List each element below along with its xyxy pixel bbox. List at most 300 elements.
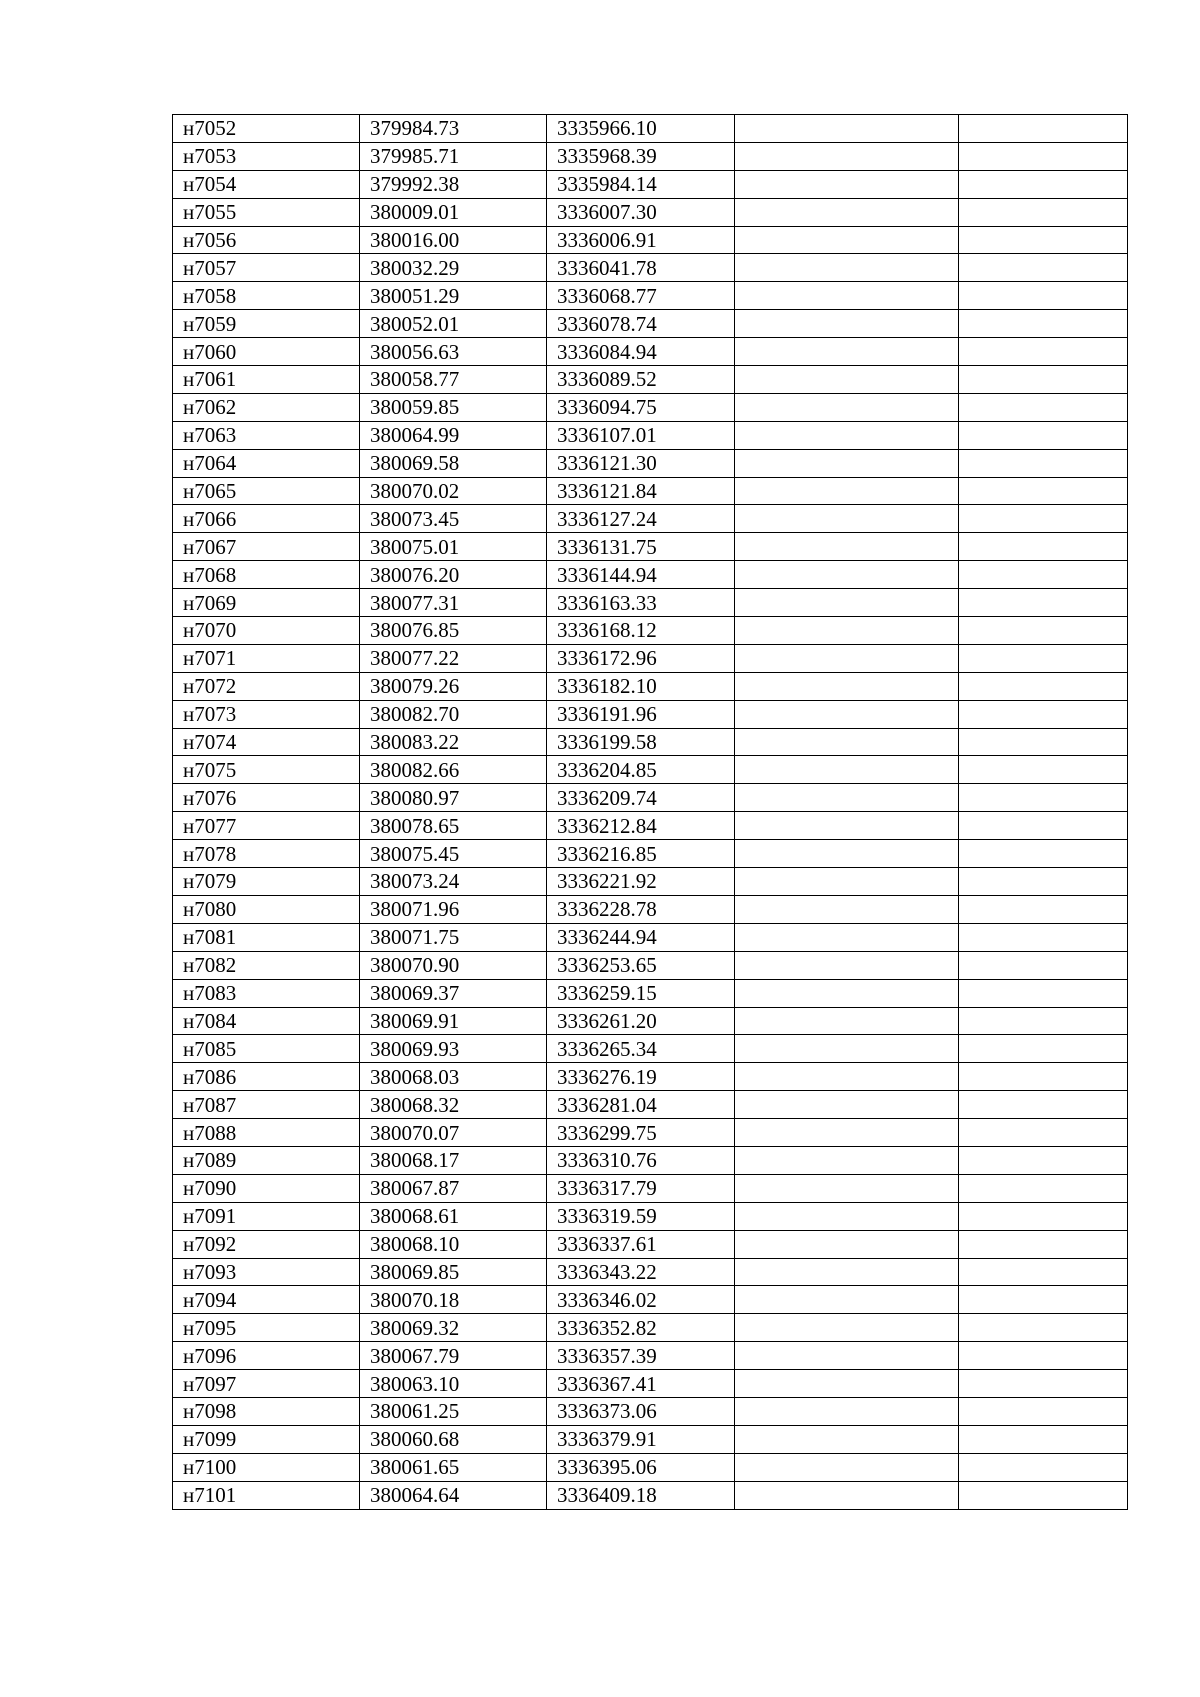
x-coordinate-cell: 380069.37 (360, 979, 547, 1007)
y-coordinate-cell: 3336281.04 (547, 1091, 735, 1119)
table-row (173, 1091, 1128, 1119)
empty-cell-4 (735, 1258, 959, 1286)
point-id-cell: н7052 (173, 115, 360, 143)
y-coordinate-cell: 3336041.78 (547, 254, 735, 282)
point-id-cell: н7094 (173, 1286, 360, 1314)
empty-cell-5 (959, 728, 1128, 756)
empty-cell-5 (959, 254, 1128, 282)
empty-cell-5 (959, 1230, 1128, 1258)
point-id-cell: н7064 (173, 449, 360, 477)
point-id-cell: н7069 (173, 589, 360, 617)
empty-cell-4 (735, 1370, 959, 1398)
empty-cell-4 (735, 728, 959, 756)
x-coordinate-cell: 380070.02 (360, 477, 547, 505)
table-row (173, 1425, 1128, 1453)
empty-cell-4 (735, 700, 959, 728)
point-id-cell: н7062 (173, 393, 360, 421)
point-id-cell: н7084 (173, 1007, 360, 1035)
table-row (173, 366, 1128, 394)
empty-cell-4 (735, 1202, 959, 1230)
empty-cell-5 (959, 840, 1128, 868)
y-coordinate-cell: 3336343.22 (547, 1258, 735, 1286)
empty-cell-4 (735, 1314, 959, 1342)
coordinates-table-body (173, 115, 1128, 1510)
y-coordinate-cell: 3336127.24 (547, 505, 735, 533)
y-coordinate-cell: 3336216.85 (547, 840, 735, 868)
table-row (173, 421, 1128, 449)
point-id-cell: н7086 (173, 1063, 360, 1091)
x-coordinate-cell: 380032.29 (360, 254, 547, 282)
empty-cell-5 (959, 895, 1128, 923)
table-row (173, 617, 1128, 645)
empty-cell-4 (735, 449, 959, 477)
table-row (173, 868, 1128, 896)
empty-cell-4 (735, 923, 959, 951)
empty-cell-5 (959, 366, 1128, 394)
empty-cell-4 (735, 1425, 959, 1453)
y-coordinate-cell: 3336228.78 (547, 895, 735, 923)
empty-cell-4 (735, 644, 959, 672)
table-row (173, 505, 1128, 533)
coordinates-table (172, 114, 1128, 1510)
empty-cell-5 (959, 700, 1128, 728)
point-id-cell: н7071 (173, 644, 360, 672)
point-id-cell: н7075 (173, 756, 360, 784)
point-id-cell: н7089 (173, 1146, 360, 1174)
y-coordinate-cell: 3336121.84 (547, 477, 735, 505)
empty-cell-5 (959, 1063, 1128, 1091)
empty-cell-5 (959, 784, 1128, 812)
y-coordinate-cell: 3336078.74 (547, 310, 735, 338)
empty-cell-5 (959, 226, 1128, 254)
table-row (173, 226, 1128, 254)
empty-cell-5 (959, 1370, 1128, 1398)
empty-cell-4 (735, 1230, 959, 1258)
y-coordinate-cell: 3336367.41 (547, 1370, 735, 1398)
empty-cell-5 (959, 282, 1128, 310)
y-coordinate-cell: 3336121.30 (547, 449, 735, 477)
point-id-cell: н7093 (173, 1258, 360, 1286)
x-coordinate-cell: 380068.03 (360, 1063, 547, 1091)
point-id-cell: н7072 (173, 672, 360, 700)
y-coordinate-cell: 3335968.39 (547, 142, 735, 170)
empty-cell-4 (735, 617, 959, 645)
table-row (173, 115, 1128, 143)
x-coordinate-cell: 380073.45 (360, 505, 547, 533)
x-coordinate-cell: 380078.65 (360, 812, 547, 840)
empty-cell-5 (959, 1174, 1128, 1202)
empty-cell-4 (735, 756, 959, 784)
empty-cell-4 (735, 951, 959, 979)
point-id-cell: н7087 (173, 1091, 360, 1119)
empty-cell-5 (959, 589, 1128, 617)
empty-cell-5 (959, 1481, 1128, 1509)
empty-cell-5 (959, 561, 1128, 589)
point-id-cell: н7080 (173, 895, 360, 923)
table-row (173, 1035, 1128, 1063)
empty-cell-4 (735, 1286, 959, 1314)
empty-cell-4 (735, 895, 959, 923)
point-id-cell: н7070 (173, 617, 360, 645)
empty-cell-4 (735, 1063, 959, 1091)
y-coordinate-cell: 3336212.84 (547, 812, 735, 840)
point-id-cell: н7074 (173, 728, 360, 756)
point-id-cell: н7085 (173, 1035, 360, 1063)
x-coordinate-cell: 380069.32 (360, 1314, 547, 1342)
empty-cell-4 (735, 142, 959, 170)
y-coordinate-cell: 3336319.59 (547, 1202, 735, 1230)
table-row (173, 840, 1128, 868)
empty-cell-4 (735, 1035, 959, 1063)
x-coordinate-cell: 379992.38 (360, 170, 547, 198)
empty-cell-4 (735, 784, 959, 812)
y-coordinate-cell: 3336221.92 (547, 868, 735, 896)
empty-cell-4 (735, 589, 959, 617)
empty-cell-5 (959, 923, 1128, 951)
x-coordinate-cell: 380070.07 (360, 1119, 547, 1147)
y-coordinate-cell: 3336168.12 (547, 617, 735, 645)
empty-cell-5 (959, 979, 1128, 1007)
empty-cell-4 (735, 1146, 959, 1174)
table-row (173, 784, 1128, 812)
y-coordinate-cell: 3336373.06 (547, 1397, 735, 1425)
x-coordinate-cell: 380052.01 (360, 310, 547, 338)
empty-cell-5 (959, 393, 1128, 421)
point-id-cell: н7063 (173, 421, 360, 449)
table-row (173, 1202, 1128, 1230)
x-coordinate-cell: 380068.32 (360, 1091, 547, 1119)
table-row (173, 1370, 1128, 1398)
x-coordinate-cell: 380068.17 (360, 1146, 547, 1174)
y-coordinate-cell: 3336409.18 (547, 1481, 735, 1509)
point-id-cell: н7076 (173, 784, 360, 812)
empty-cell-4 (735, 840, 959, 868)
table-row (173, 1397, 1128, 1425)
point-id-cell: н7060 (173, 338, 360, 366)
point-id-cell: н7095 (173, 1314, 360, 1342)
x-coordinate-cell: 380056.63 (360, 338, 547, 366)
x-coordinate-cell: 380016.00 (360, 226, 547, 254)
table-row (173, 1453, 1128, 1481)
point-id-cell: н7101 (173, 1481, 360, 1509)
empty-cell-4 (735, 561, 959, 589)
table-row (173, 1063, 1128, 1091)
y-coordinate-cell: 3336107.01 (547, 421, 735, 449)
empty-cell-4 (735, 421, 959, 449)
point-id-cell: н7098 (173, 1397, 360, 1425)
x-coordinate-cell: 380082.70 (360, 700, 547, 728)
x-coordinate-cell: 380061.25 (360, 1397, 547, 1425)
table-row (173, 812, 1128, 840)
table-row (173, 728, 1128, 756)
y-coordinate-cell: 3336261.20 (547, 1007, 735, 1035)
table-row (173, 1146, 1128, 1174)
table-row (173, 1007, 1128, 1035)
x-coordinate-cell: 380076.85 (360, 617, 547, 645)
point-id-cell: н7057 (173, 254, 360, 282)
x-coordinate-cell: 380075.01 (360, 533, 547, 561)
table-row (173, 282, 1128, 310)
table-row (173, 561, 1128, 589)
empty-cell-5 (959, 951, 1128, 979)
y-coordinate-cell: 3336244.94 (547, 923, 735, 951)
y-coordinate-cell: 3336199.58 (547, 728, 735, 756)
x-coordinate-cell: 380073.24 (360, 868, 547, 896)
empty-cell-5 (959, 1119, 1128, 1147)
empty-cell-5 (959, 477, 1128, 505)
empty-cell-5 (959, 1425, 1128, 1453)
y-coordinate-cell: 3336084.94 (547, 338, 735, 366)
empty-cell-5 (959, 868, 1128, 896)
y-coordinate-cell: 3336357.39 (547, 1342, 735, 1370)
empty-cell-5 (959, 756, 1128, 784)
y-coordinate-cell: 3336317.79 (547, 1174, 735, 1202)
y-coordinate-cell: 3336007.30 (547, 198, 735, 226)
empty-cell-5 (959, 505, 1128, 533)
point-id-cell: н7056 (173, 226, 360, 254)
empty-cell-4 (735, 338, 959, 366)
empty-cell-5 (959, 1397, 1128, 1425)
table-row (173, 756, 1128, 784)
empty-cell-5 (959, 617, 1128, 645)
y-coordinate-cell: 3336204.85 (547, 756, 735, 784)
empty-cell-4 (735, 672, 959, 700)
y-coordinate-cell: 3336259.15 (547, 979, 735, 1007)
empty-cell-4 (735, 979, 959, 1007)
table-row (173, 644, 1128, 672)
x-coordinate-cell: 380068.61 (360, 1202, 547, 1230)
empty-cell-5 (959, 1146, 1128, 1174)
point-id-cell: н7067 (173, 533, 360, 561)
y-coordinate-cell: 3336094.75 (547, 393, 735, 421)
y-coordinate-cell: 3336379.91 (547, 1425, 735, 1453)
empty-cell-4 (735, 505, 959, 533)
x-coordinate-cell: 380079.26 (360, 672, 547, 700)
empty-cell-5 (959, 310, 1128, 338)
empty-cell-4 (735, 812, 959, 840)
table-row (173, 477, 1128, 505)
point-id-cell: н7055 (173, 198, 360, 226)
empty-cell-5 (959, 1007, 1128, 1035)
empty-cell-4 (735, 533, 959, 561)
point-id-cell: н7059 (173, 310, 360, 338)
point-id-cell: н7053 (173, 142, 360, 170)
y-coordinate-cell: 3336068.77 (547, 282, 735, 310)
table-row (173, 1174, 1128, 1202)
x-coordinate-cell: 380064.64 (360, 1481, 547, 1509)
x-coordinate-cell: 380070.90 (360, 951, 547, 979)
table-row (173, 672, 1128, 700)
point-id-cell: н7096 (173, 1342, 360, 1370)
x-coordinate-cell: 380082.66 (360, 756, 547, 784)
x-coordinate-cell: 380069.91 (360, 1007, 547, 1035)
empty-cell-4 (735, 1453, 959, 1481)
point-id-cell: н7088 (173, 1119, 360, 1147)
point-id-cell: н7100 (173, 1453, 360, 1481)
point-id-cell: н7061 (173, 366, 360, 394)
x-coordinate-cell: 380071.96 (360, 895, 547, 923)
y-coordinate-cell: 3336395.06 (547, 1453, 735, 1481)
empty-cell-5 (959, 142, 1128, 170)
point-id-cell: н7068 (173, 561, 360, 589)
y-coordinate-cell: 3336182.10 (547, 672, 735, 700)
x-coordinate-cell: 380068.10 (360, 1230, 547, 1258)
empty-cell-4 (735, 1481, 959, 1509)
empty-cell-4 (735, 254, 959, 282)
empty-cell-4 (735, 282, 959, 310)
empty-cell-5 (959, 1091, 1128, 1119)
empty-cell-5 (959, 1342, 1128, 1370)
table-row (173, 1481, 1128, 1509)
x-coordinate-cell: 380077.22 (360, 644, 547, 672)
empty-cell-4 (735, 477, 959, 505)
empty-cell-5 (959, 1258, 1128, 1286)
empty-cell-4 (735, 1342, 959, 1370)
empty-cell-5 (959, 198, 1128, 226)
y-coordinate-cell: 3336346.02 (547, 1286, 735, 1314)
point-id-cell: н7073 (173, 700, 360, 728)
y-coordinate-cell: 3336172.96 (547, 644, 735, 672)
empty-cell-5 (959, 672, 1128, 700)
x-coordinate-cell: 380067.87 (360, 1174, 547, 1202)
x-coordinate-cell: 380061.65 (360, 1453, 547, 1481)
y-coordinate-cell: 3336253.65 (547, 951, 735, 979)
y-coordinate-cell: 3336337.61 (547, 1230, 735, 1258)
x-coordinate-cell: 380051.29 (360, 282, 547, 310)
y-coordinate-cell: 3336299.75 (547, 1119, 735, 1147)
table-row (173, 1119, 1128, 1147)
empty-cell-4 (735, 366, 959, 394)
point-id-cell: н7091 (173, 1202, 360, 1230)
x-coordinate-cell: 379985.71 (360, 142, 547, 170)
table-row (173, 1258, 1128, 1286)
table-row (173, 589, 1128, 617)
x-coordinate-cell: 380075.45 (360, 840, 547, 868)
empty-cell-5 (959, 1286, 1128, 1314)
empty-cell-4 (735, 1091, 959, 1119)
point-id-cell: н7058 (173, 282, 360, 310)
empty-cell-5 (959, 1202, 1128, 1230)
point-id-cell: н7054 (173, 170, 360, 198)
y-coordinate-cell: 3335984.14 (547, 170, 735, 198)
table-row (173, 142, 1128, 170)
table-row (173, 951, 1128, 979)
table-row (173, 310, 1128, 338)
y-coordinate-cell: 3336276.19 (547, 1063, 735, 1091)
table-row (173, 923, 1128, 951)
empty-cell-5 (959, 1035, 1128, 1063)
empty-cell-4 (735, 393, 959, 421)
y-coordinate-cell: 3336265.34 (547, 1035, 735, 1063)
empty-cell-4 (735, 868, 959, 896)
empty-cell-4 (735, 115, 959, 143)
x-coordinate-cell: 380069.93 (360, 1035, 547, 1063)
empty-cell-5 (959, 812, 1128, 840)
empty-cell-4 (735, 226, 959, 254)
y-coordinate-cell: 3336144.94 (547, 561, 735, 589)
point-id-cell: н7079 (173, 868, 360, 896)
point-id-cell: н7092 (173, 1230, 360, 1258)
empty-cell-4 (735, 170, 959, 198)
empty-cell-5 (959, 115, 1128, 143)
empty-cell-5 (959, 421, 1128, 449)
table-row (173, 198, 1128, 226)
table-row (173, 533, 1128, 561)
point-id-cell: н7077 (173, 812, 360, 840)
x-coordinate-cell: 380069.85 (360, 1258, 547, 1286)
x-coordinate-cell: 380080.97 (360, 784, 547, 812)
empty-cell-4 (735, 1397, 959, 1425)
empty-cell-5 (959, 1453, 1128, 1481)
x-coordinate-cell: 380070.18 (360, 1286, 547, 1314)
table-row (173, 700, 1128, 728)
y-coordinate-cell: 3336131.75 (547, 533, 735, 561)
x-coordinate-cell: 380083.22 (360, 728, 547, 756)
point-id-cell: н7081 (173, 923, 360, 951)
table-row (173, 254, 1128, 282)
empty-cell-4 (735, 1174, 959, 1202)
x-coordinate-cell: 380063.10 (360, 1370, 547, 1398)
x-coordinate-cell: 380069.58 (360, 449, 547, 477)
empty-cell-4 (735, 1119, 959, 1147)
x-coordinate-cell: 379984.73 (360, 115, 547, 143)
table-row (173, 393, 1128, 421)
x-coordinate-cell: 380058.77 (360, 366, 547, 394)
x-coordinate-cell: 380076.20 (360, 561, 547, 589)
table-row (173, 1286, 1128, 1314)
empty-cell-4 (735, 1007, 959, 1035)
table-row (173, 979, 1128, 1007)
table-row (173, 338, 1128, 366)
x-coordinate-cell: 380009.01 (360, 198, 547, 226)
empty-cell-5 (959, 170, 1128, 198)
table-row (173, 1230, 1128, 1258)
y-coordinate-cell: 3336163.33 (547, 589, 735, 617)
empty-cell-5 (959, 338, 1128, 366)
table-row (173, 1314, 1128, 1342)
y-coordinate-cell: 3336191.96 (547, 700, 735, 728)
empty-cell-5 (959, 1314, 1128, 1342)
point-id-cell: н7065 (173, 477, 360, 505)
empty-cell-5 (959, 644, 1128, 672)
y-coordinate-cell: 3336089.52 (547, 366, 735, 394)
x-coordinate-cell: 380059.85 (360, 393, 547, 421)
point-id-cell: н7090 (173, 1174, 360, 1202)
empty-cell-4 (735, 198, 959, 226)
table-row (173, 170, 1128, 198)
x-coordinate-cell: 380067.79 (360, 1342, 547, 1370)
point-id-cell: н7083 (173, 979, 360, 1007)
x-coordinate-cell: 380071.75 (360, 923, 547, 951)
point-id-cell: н7099 (173, 1425, 360, 1453)
x-coordinate-cell: 380077.31 (360, 589, 547, 617)
y-coordinate-cell: 3336209.74 (547, 784, 735, 812)
y-coordinate-cell: 3336352.82 (547, 1314, 735, 1342)
point-id-cell: н7097 (173, 1370, 360, 1398)
point-id-cell: н7078 (173, 840, 360, 868)
y-coordinate-cell: 3336310.76 (547, 1146, 735, 1174)
table-row (173, 895, 1128, 923)
point-id-cell: н7066 (173, 505, 360, 533)
x-coordinate-cell: 380064.99 (360, 421, 547, 449)
table-row (173, 1342, 1128, 1370)
y-coordinate-cell: 3335966.10 (547, 115, 735, 143)
table-row (173, 449, 1128, 477)
y-coordinate-cell: 3336006.91 (547, 226, 735, 254)
point-id-cell: н7082 (173, 951, 360, 979)
empty-cell-5 (959, 449, 1128, 477)
x-coordinate-cell: 380060.68 (360, 1425, 547, 1453)
